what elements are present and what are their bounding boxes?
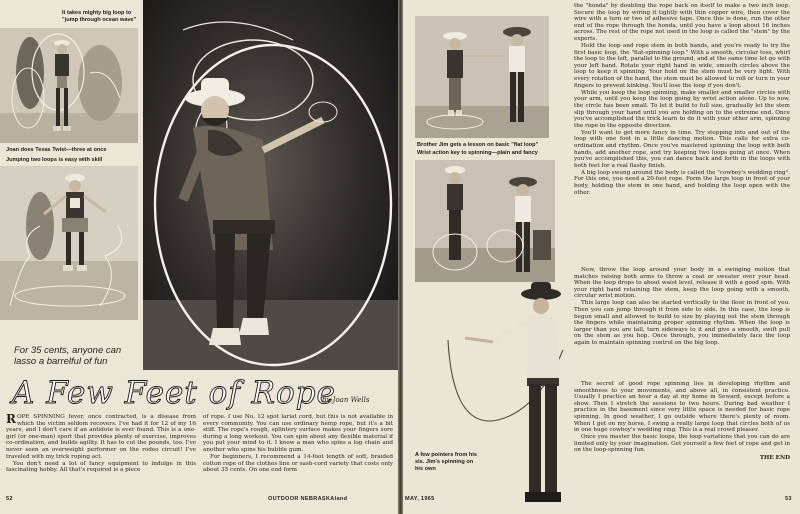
body-paragraph: While you keep the loop spinning, make smaller and smaller circles with your arm, until you keep the loop going by wrist action alone. Up to now, the circle has been small. To let it build to full size, gradually let the stem slip through your hand until you are holding on to the extreme end. Once you've accomplished the trick learn to do it with your other arm, spinning the rope in the opposite direction.	[574, 89, 790, 129]
page-number-left: 52	[6, 496, 13, 502]
body-paragraph: Hold the loop and rope stem in both hands, and you're ready to try the first basic loop, the "flat-spinning loop." With a smooth, circular toss, whirl the loop to the left, parallel to the ground, and at the same time let go with your left hand. Rotate your right hand in wide, smooth circles above the loop to keep it spinning. Your hold on the stem must be very light. With every rotation of the hand, the stem must be allowed to roll or turn in your fingers to prevent kinking. You'll lose the loop if you don't.	[574, 43, 790, 89]
body-column-right-lower	[574, 267, 790, 347]
body-column-1	[6, 414, 196, 474]
caption-flat-loop: Brother Jim gets a lesson on basic "flat loop"	[417, 142, 539, 148]
photo-flat-loop	[415, 16, 549, 138]
photo-wrist-action	[415, 160, 555, 282]
photo-texas-twist	[0, 28, 138, 143]
left-page	[0, 0, 398, 514]
page-number-right: 53	[785, 496, 792, 502]
body-paragraph: Now, throw the loop around your body in a swinging motion that matches raising both arms to throw a coat or sweater over your head. When the loop drops to about waist level, release it with a good spin. With your right hand retaining the stem, keep the loop going with a smooth, circular wrist motion.	[574, 267, 790, 300]
the-end: THE END	[759, 454, 790, 461]
photo-jumping-loops	[0, 166, 138, 320]
article-byline: by Joan Wells	[322, 396, 370, 404]
body-paragraph: The secret of good rope spinning lies in developing rhythm and smoothness to your movements, and above all, in consistent practice. Usually I practice an hour a day at my home in Seward, except before a show. Then I stretch the sessions to two hours. During bad weather I practice in the basement since very little space is needed for basic rope spinning. In good weather, I go outside where there's plenty of room. When I get on my horse, I swing a really large loop that circles both of us in one huge cowboy's wedding ring. This is a real crowd pleaser.	[574, 381, 790, 434]
body-paragraph: You'll want to get more fancy in time. Try stepping into and out of the loop with one foot in a little dancing motion. This calls for extra co-ordination and rhythm. Once you've mastered spinning the loop with both hands, add another rope, and try keeping two loops going at once. When you've accomplished this, you can dance back and forth in the loops with both feet for a real flashy finish.	[574, 129, 790, 169]
caption-skill: Jumping two loops is easy with skill	[6, 157, 103, 163]
body-paragraph: You don't need a lot of fancy equipment to indulge in this fascinating hobby. All that's required is a piece	[6, 460, 196, 474]
body-paragraph: For beginners, I recommend a 14-foot length of soft, braided cotton rope of the clothes line or sash-cord variety that costs only about 35 cents. On one end form	[203, 454, 393, 474]
article-title: A Few Feet of Rope	[12, 375, 336, 411]
caption-ocean-wave: It takes mighty big loop to "jump through ocean wave"	[62, 10, 137, 23]
body-column-right-bottom	[574, 381, 790, 461]
promo-text: For 35 cents, anyone can lasso a barrelful of fun	[14, 345, 122, 367]
photo-main-spinner	[143, 0, 398, 370]
body-paragraph: of rope. I use No. 12 spot lariat cord, but this is not available in every community. You can use ordinary hemp rope, but it's a bit stiff. The rope's rough, splintery surface makes your fingers sore during a long workout. You can spin about any flexible material if you put your mind to it. I know a man who spins a log chain and another who spins his bubble gum.	[203, 414, 393, 453]
caption-wrist: Wrist action key to spinning—plain and fancy	[417, 150, 538, 156]
photo-boy-spinning	[443, 280, 583, 514]
magazine-name: OUTDOOR NEBRASKAland	[268, 496, 348, 502]
caption-texas-twist: Joan does Texas Twist—three at once	[6, 147, 107, 153]
body-paragraph: the "honda" by doubling the rope back on itself to make a two inch loop. Secure the loop by wiring it tightly with thin copper wire, then cover the wire with a turn or two of adhesive tape. Once this is done, run the other end of the rope through the honda, until you have a loop about 16 inches across. The rest of the rope not used in the loop is called the "stem" by the experts.	[574, 3, 790, 42]
right-page	[403, 0, 800, 514]
body-paragraph: Once you master the basic loops, the loop variations that you can do are limited only by your imagination. Get yourself a few feet of rope and get in on the loop-spinning fun.	[574, 434, 790, 454]
body-paragraph: This large loop can also be started vertically to the floor in front of you. Then you can jump through it from side to side. In this case, the loop is begun small and allowed to build to size by playing out the stem through the fingers while maintaining proper spinning rhythm. When the loop is larger than you are tall, turn sideways to it and give a smooth, swift pull on the stem as you hop. Once through, you immediately face the loop again to maintain spinning control on the big loop.	[574, 300, 790, 347]
body-paragraph: ROPE SPINNING fever, once contracted, is a disease from which the victim seldom recovers. I've had it for 12 of my 16 years, and I don't care if an antidote is ever found. This is a one-girl (or one-man) sport that provides plenty of exercise, improves co-ordination, and builds agility. It has to cut the pounds, too. I've never seen an overweight performer on the rodeo circuit! I've traveled with my trick roping act.	[6, 412, 196, 460]
body-paragraph: A big loop swung around the body is called the "cowboy's wedding ring". For this one, you need a 20-foot rope. Form the large loop in front of your body, holding the stem in one hand, and holding the loop open with the other.	[574, 169, 790, 196]
issue-date: MAY, 1965	[405, 496, 435, 502]
body-column-2	[203, 414, 393, 474]
body-column-right	[574, 3, 790, 197]
caption-pointers: A few pointers from his sis. Jim's spinning on his own	[415, 452, 477, 472]
